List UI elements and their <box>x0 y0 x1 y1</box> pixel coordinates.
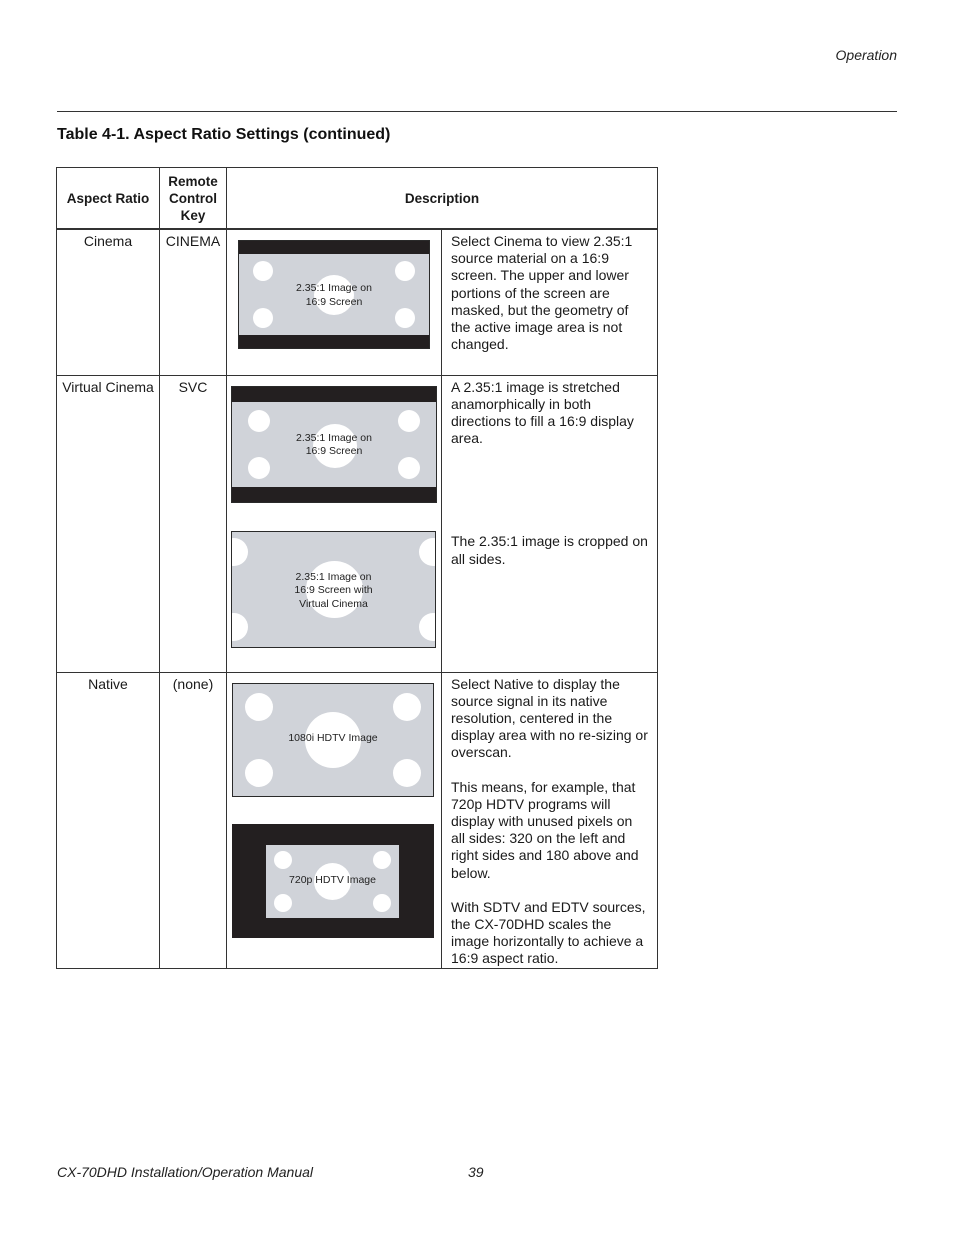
page-number: 39 <box>468 1164 484 1180</box>
cinema-screen-illustration <box>231 386 437 503</box>
section-label: Operation <box>835 47 897 63</box>
description-paragraph: With SDTV and EDTV sources, the CX-70DHD scales the image horizontally to achieve a 16:9 aspect ratio. <box>451 898 646 967</box>
footer-manual-title: CX-70DHD Installation/Operation Manual <box>57 1164 314 1180</box>
caption-line: 2.35:1 Image on <box>296 282 372 294</box>
header-aspect-ratio: Aspect Ratio <box>57 168 160 230</box>
image-caption <box>266 874 399 888</box>
caption-line: 16:9 Screen <box>305 445 363 457</box>
remote-key-cell: (none) <box>160 672 227 968</box>
illustration-cell <box>227 229 442 375</box>
header-description: Description <box>227 168 658 230</box>
caption-line: 1080i HDTV Image <box>288 731 378 744</box>
cinema-screen-illustration <box>238 240 430 349</box>
image-caption <box>239 282 429 309</box>
image-caption <box>233 732 433 746</box>
illustration-cell <box>227 375 442 672</box>
virtual-cinema-screen-illustration <box>231 531 436 648</box>
image-caption <box>232 432 436 459</box>
remote-key-cell: CINEMA <box>160 229 227 375</box>
description-paragraph: Select Native to display the source signal in its native resolution, centered in the display area with no re-sizing or overscan. <box>451 675 648 761</box>
table-row <box>57 375 658 672</box>
aspect-ratio-cell: Cinema <box>57 229 160 375</box>
caption-line: Virtual Cinema <box>299 597 368 610</box>
description-cell <box>442 672 658 968</box>
caption-line: 16:9 Screen with <box>294 584 373 596</box>
caption-line: 2.35:1 Image on <box>295 570 372 583</box>
table-title: Table 4-1. Aspect Ratio Settings (continued) <box>57 126 391 143</box>
illustration-cell <box>227 672 442 968</box>
hdtv-720p-illustration <box>232 824 434 938</box>
caption-line: 720p HDTV Image <box>289 873 376 886</box>
aspect-ratio-cell: Virtual Cinema <box>57 375 160 672</box>
table-row <box>57 229 658 375</box>
image-caption <box>232 571 435 612</box>
description-paragraph: This means, for example, that 720p HDTV programs will display with unused pixels on all sides: 320 on the left and right sides and 180 above and below. <box>451 778 639 881</box>
caption-line: 2.35:1 Image on <box>296 431 372 444</box>
table-row <box>57 672 658 968</box>
header-remote-key: Remote Control Key <box>160 168 227 230</box>
caption-line: 16:9 Screen <box>305 295 363 308</box>
description-paragraph: A 2.35:1 image is stretched anamorphically in both directions to fill a 16:9 display area. <box>451 378 634 447</box>
aspect-ratio-cell: Native <box>57 672 160 968</box>
description-paragraph: The 2.35:1 image is cropped on all sides. <box>451 533 648 567</box>
remote-key-cell: SVC <box>160 375 227 672</box>
aspect-ratio-table <box>56 167 658 969</box>
description-paragraph: Select Cinema to view 2.35:1 source material on a 16:9 screen. The upper and lower portions of the screen are masked, but the geometry of the active image area is not changed. <box>451 233 633 353</box>
hdtv-1080i-illustration <box>232 683 434 797</box>
header-rule <box>57 111 897 112</box>
description-cell <box>442 229 658 375</box>
description-cell <box>442 375 658 672</box>
table-header-row <box>57 168 658 230</box>
